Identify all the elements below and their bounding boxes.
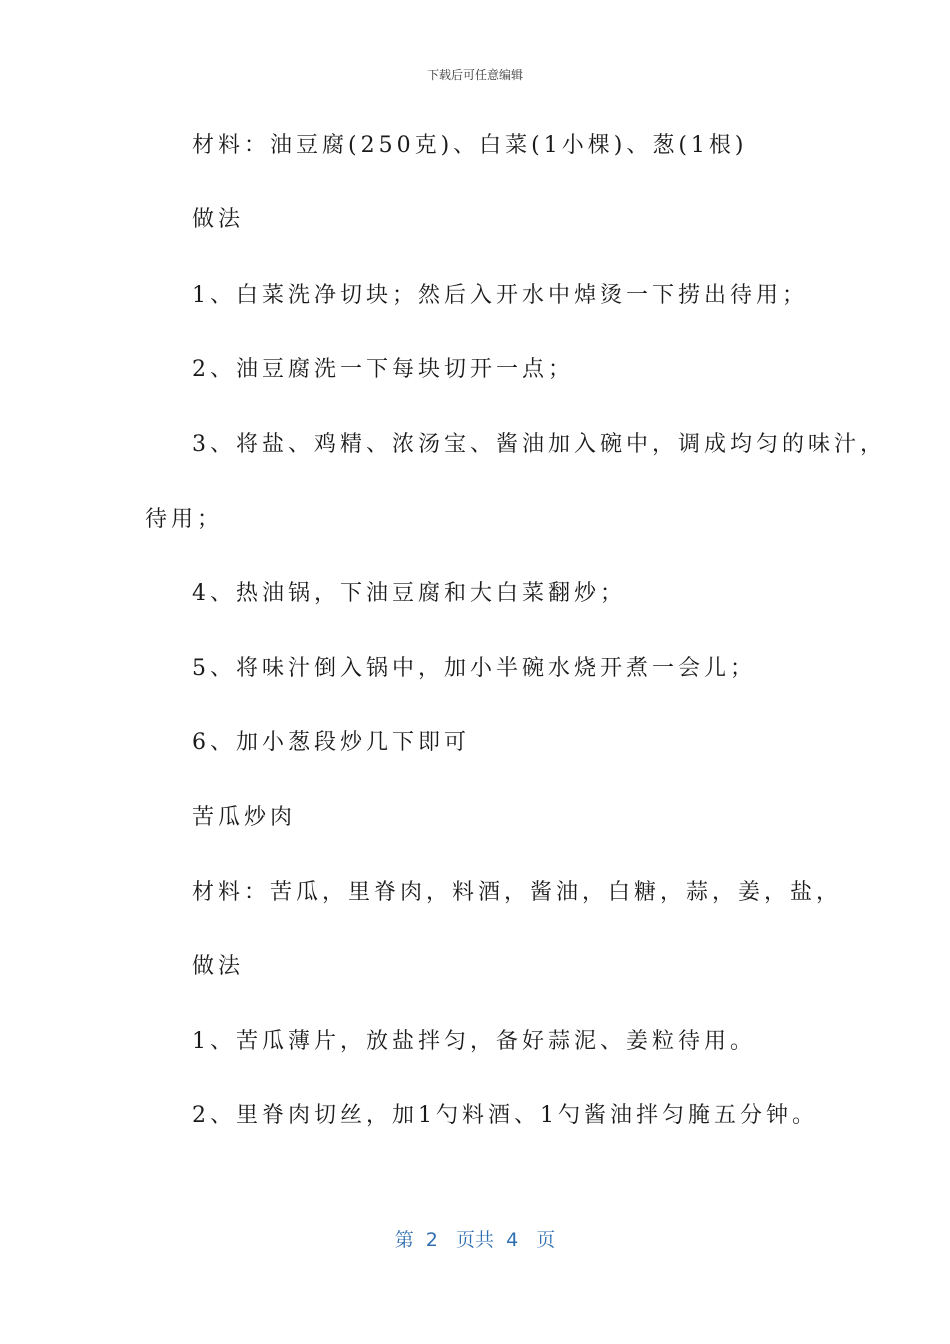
- step-line: 5、将味汁倒入锅中，加小半碗水烧开煮一会儿；: [192, 656, 756, 681]
- step-line: 2、油豆腐洗一下每块切开一点；: [192, 357, 574, 382]
- recipe-title: 苦瓜炒肉: [192, 805, 297, 830]
- step-line-continuation: 待用；: [145, 507, 224, 532]
- step-line: 4、热油锅，下油豆腐和大白菜翻炒；: [192, 581, 626, 606]
- step-line: 6、加小葱段炒几下即可: [192, 730, 470, 755]
- step-line: 2、里脊肉切丝，加1勺料酒、1勺酱油拌匀腌五分钟。: [192, 1103, 818, 1128]
- method-heading-2: 做法: [192, 954, 245, 979]
- step-line: 1、白菜洗净切块；然后入开水中焯烫一下捞出待用；: [192, 283, 808, 308]
- step-line: 3、将盐、鸡精、浓汤宝、酱油加入碗中，调成均匀的味汁，: [192, 432, 886, 457]
- ingredients-line-2: 材料：苦瓜，里脊肉，料酒，酱油，白糖，蒜，姜，盐，: [192, 880, 843, 905]
- ingredients-line-1: 材料：油豆腐(250克)、白菜(1小棵)、葱(1根): [192, 133, 748, 158]
- page-header: 下载后可任意编辑: [426, 68, 523, 82]
- page-number-footer: 第 2 页共 4 页: [394, 1229, 556, 1251]
- method-heading-1: 做法: [192, 207, 245, 232]
- step-line: 1、苦瓜薄片，放盐拌匀，备好蒜泥、姜粒待用。: [192, 1029, 756, 1054]
